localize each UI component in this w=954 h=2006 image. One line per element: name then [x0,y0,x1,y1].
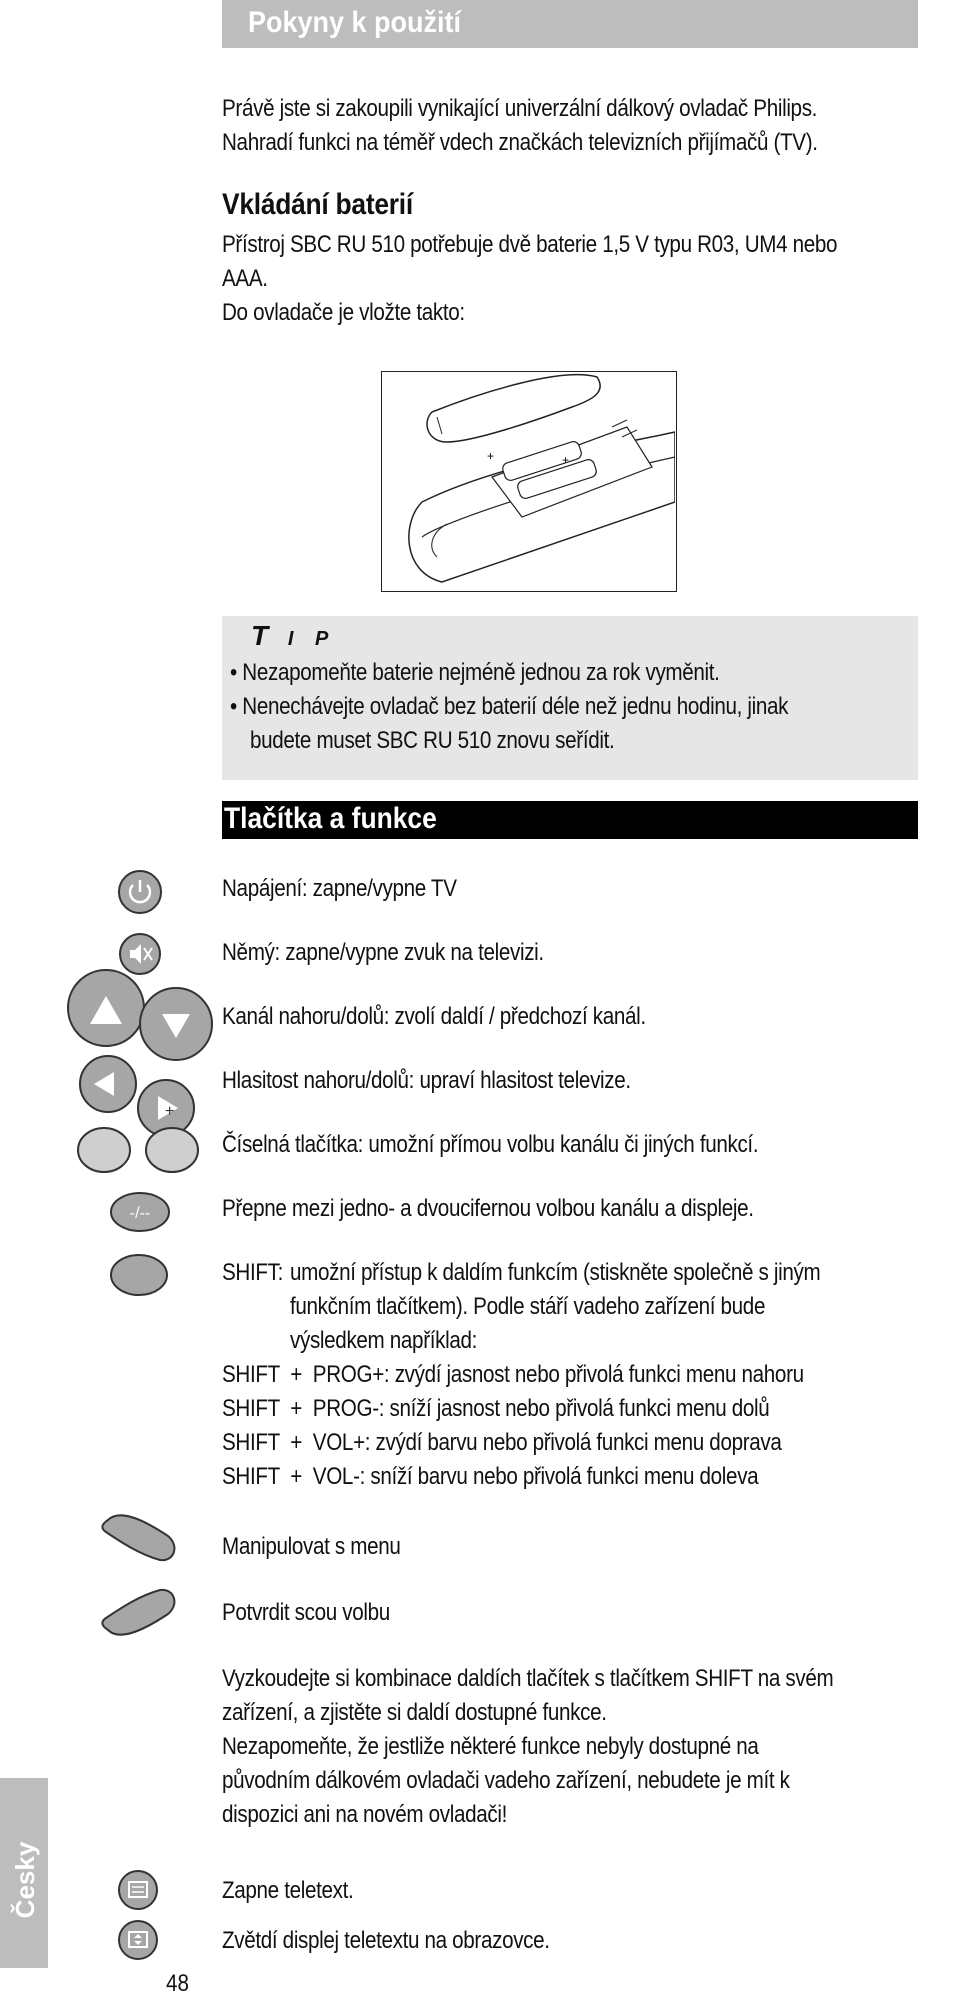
tryout-line-5: dispozici ani na novém ovladači! [222,1801,508,1828]
shift-combo-1: SHIFT + PROG+: zvýdí jasnost nebo přivolá funkci menu nahoru [222,1361,804,1388]
tip-title: T I P [251,620,337,651]
ok-button-icon [98,1582,182,1642]
svg-text:-/--: -/-- [129,1205,151,1222]
power-description: Napájení: zapne/vypne TV [222,875,457,902]
remote-battery-drawing [382,372,675,590]
section-title: Tlačítka a funkce [224,802,437,835]
svg-text:+: + [165,1103,175,1120]
page-title: Pokyny k použití [248,6,462,39]
tryout-line-1: Vyzkoudejte si kombinace daldích tlačítek s tlačítkem SHIFT na svém [222,1665,834,1692]
tip-item-1: • Nezapomeňte baterie nejméně jednou za rok vyměnit. [230,659,720,686]
tryout-line-4: původním dálkovém ovladači vadeho zařízení, nebudete je mít k [222,1767,790,1794]
batteries-line-3: Do ovladače je vložte takto: [222,299,465,326]
shift-line-2: funkčním tlačítkem). Podle stáří vadeho zařízení bude [290,1293,766,1320]
volume-description: Hlasitost nahoru/dolů: upraví hlasitost televize. [222,1067,631,1094]
tip-item-2-continuation: budete muset SBC RU 510 znovu seřídit. [250,727,615,754]
batteries-heading: Vkládání baterií [222,188,413,221]
teletext-description: Zapne teletext. [222,1877,354,1904]
tip-item-2: • Nenechávejte ovladač bez baterií déle než jednu hodinu, jinak [230,693,789,720]
shift-label: SHIFT: [222,1259,284,1286]
digits-description: Číselná tlačítka: umožní přímou volbu kanálu či jiných funkcí. [222,1131,759,1158]
menu-button-icon [98,1508,182,1568]
language-side-tab-label: Česky [10,1841,40,1919]
intro-line-2: Nahradí funkci na téměř vdech značkách televizních přijímačů (TV). [222,129,818,156]
tryout-line-3: Nezapomeňte, že jestliže některé funkce nebyly dostupné na [222,1733,759,1760]
svg-text:+: + [487,449,495,463]
shift-line-1: umožní přístup k daldím funkcím (stiskněte společně s jiným [290,1259,821,1286]
digit-toggle-icon [108,1190,172,1234]
channel-description: Kanál nahoru/dolů: zvolí daldí / předchozí kanál. [222,1003,646,1030]
shift-combo-4: SHIFT + VOL-: sníží barvu nebo přivolá funkci menu doleva [222,1463,759,1490]
menu-description: Manipulovat s menu [222,1533,401,1560]
digit-buttons-icon [74,1124,206,1176]
tryout-line-2: zařízení, a zjistěte si daldí dostupné funkce. [222,1699,607,1726]
batteries-line-2: AAA. [222,265,268,292]
batteries-line-1: Přístroj SBC RU 510 potřebuje dvě baterie 1,5 V typu R03, UM4 nebo [222,231,838,258]
shift-line-3: výsledkem například: [290,1327,477,1354]
mute-description: Němý: zapne/vypne zvuk na televizi. [222,939,544,966]
page-number: 48 [166,1970,189,1997]
teletext-zoom-description: Zvětdí displej teletextu na obrazovce. [222,1927,550,1954]
shift-combo-3: SHIFT + VOL+: zvýdí barvu nebo přivolá funkci menu doprava [222,1429,782,1456]
svg-text:+: + [562,453,570,467]
shift-combo-2: SHIFT + PROG-: sníží jasnost nebo přivolá funkci menu dolů [222,1395,770,1422]
teletext-button-icon [116,1868,160,1912]
confirm-description: Potvrdit scou volbu [222,1599,390,1626]
power-button-icon [116,868,164,916]
shift-button-icon [108,1252,170,1298]
battery-insertion-illustration [381,371,677,592]
intro-line-1: Právě jste si zakoupili vynikající univerzální dálkový ovladač Philips. [222,95,818,122]
digit-toggle-description: Přepne mezi jedno- a dvoucifernou volbou kanálu a displeje. [222,1195,754,1222]
teletext-zoom-button-icon [116,1918,160,1962]
